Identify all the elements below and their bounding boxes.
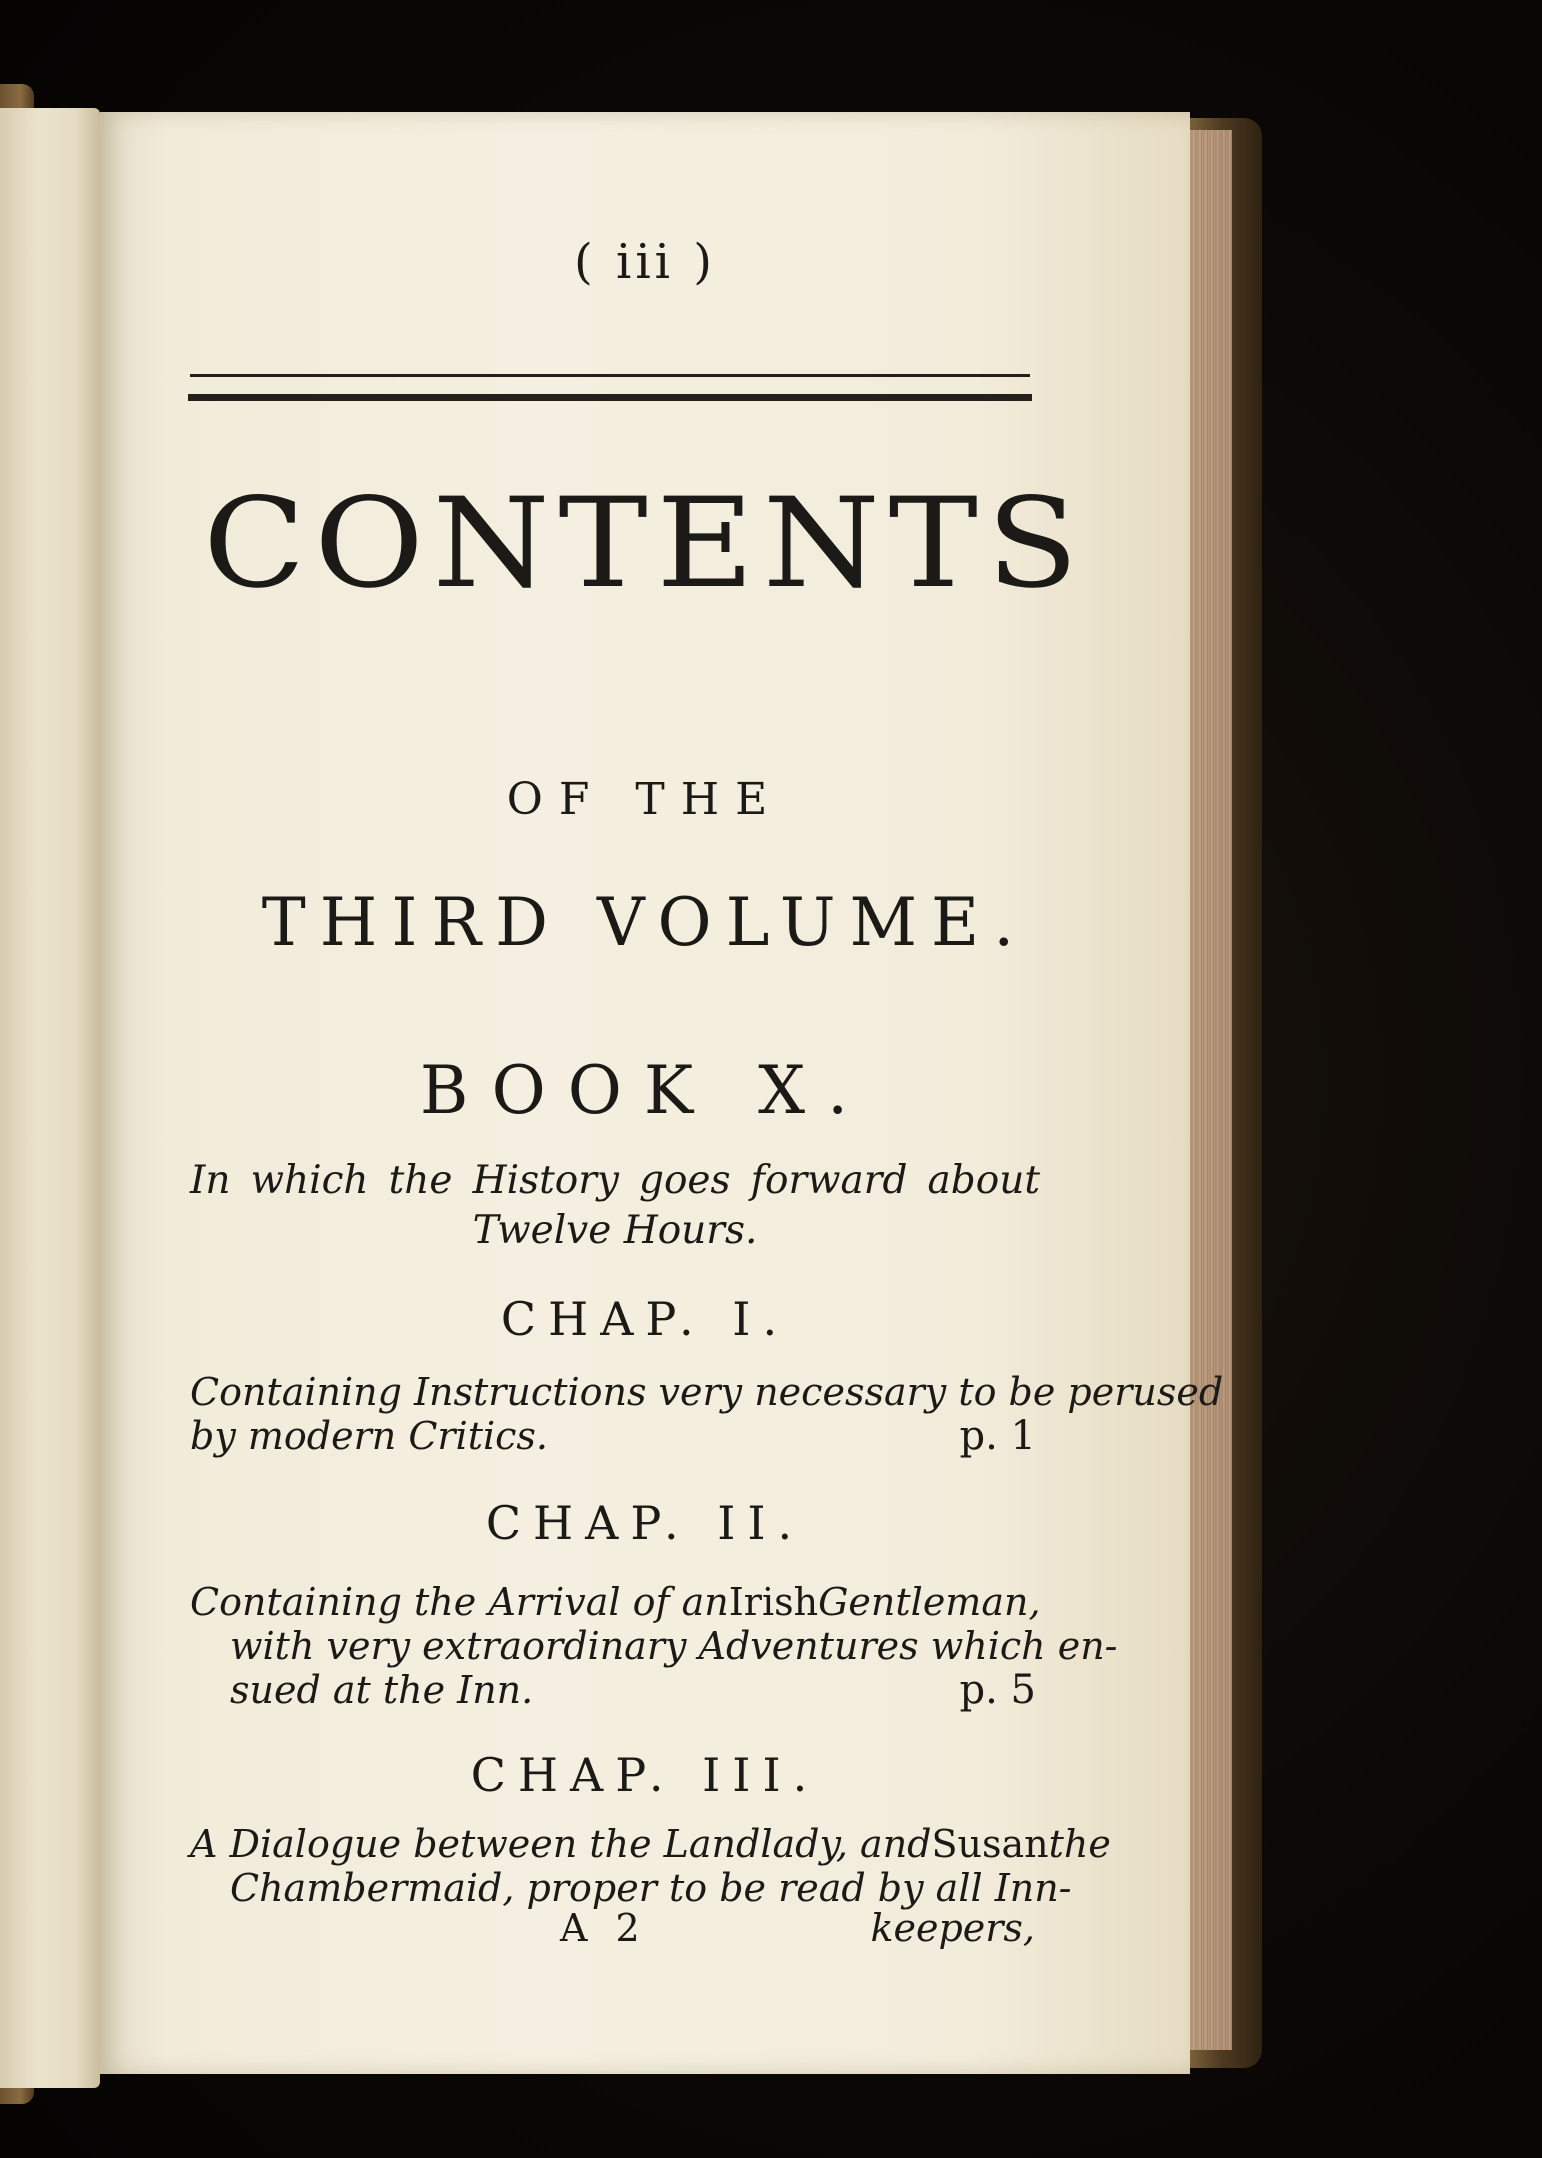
chapter-3-line-1 xyxy=(190,1822,1111,1866)
book-description xyxy=(190,1156,1040,1256)
chapter-2-line-1a: Containing the Arrival of an xyxy=(190,1580,729,1624)
contents-subtitle: OF THE xyxy=(506,774,784,825)
chapter-1-entry xyxy=(190,1370,1224,1459)
book-description-line-2: Twelve Hours. xyxy=(472,1208,758,1253)
book-page xyxy=(100,112,1224,2074)
chapter-2-line-1 xyxy=(190,1580,1041,1624)
book-heading: BOOK X. xyxy=(419,1052,871,1129)
chapter-1-line-2 xyxy=(190,1414,1036,1458)
chapter-3-line-1b: the xyxy=(1048,1822,1111,1866)
page-number: ( iii ) xyxy=(573,234,717,290)
chapter-2-line-3-text: sued at the Inn. xyxy=(230,1668,534,1712)
chapter-2-page-ref: p. 5 xyxy=(959,1667,1036,1713)
volume-heading: THIRD VOLUME. xyxy=(261,884,1029,961)
contents-title: CONTENTS xyxy=(203,472,1087,616)
header-rule-thick xyxy=(188,394,1032,401)
page-block-edges xyxy=(1190,130,1232,2050)
chapter-3-line-1-upright: Susan xyxy=(931,1822,1049,1866)
chapter-2-heading: CHAP. II. xyxy=(485,1496,805,1550)
catchword: keepers, xyxy=(870,1906,1035,1950)
chapter-1-line-1-text: Containing Instructions very necessary to be perused xyxy=(190,1370,1224,1414)
chapter-2-line-2-text: with very extraordinary Adventures which en- xyxy=(230,1624,1118,1668)
chapter-3-line-2-text: Chambermaid, proper to be read by all Inn- xyxy=(230,1866,1072,1910)
chapter-2-entry xyxy=(190,1580,1118,1713)
chapter-2-line-3 xyxy=(190,1668,1036,1712)
chapter-2-line-1-upright: Irish xyxy=(728,1580,819,1624)
book-description-line-1: In which the History goes forward about xyxy=(190,1158,1040,1203)
header-rule-thin xyxy=(190,374,1030,377)
chapter-1-heading: CHAP. I. xyxy=(500,1292,790,1346)
chapter-3-line-1a: A Dialogue between the Landlady, and xyxy=(190,1822,932,1866)
chapter-1-page-ref: p. 1 xyxy=(959,1413,1036,1459)
signature-mark: A 2 xyxy=(560,1906,648,1950)
chapter-3-line-2 xyxy=(190,1866,1072,1910)
chapter-3-entry xyxy=(190,1822,1111,1910)
chapter-3-heading: CHAP. III. xyxy=(470,1748,820,1802)
chapter-2-line-2 xyxy=(190,1624,1118,1668)
chapter-1-line-1 xyxy=(190,1370,1224,1414)
previous-page-sliver xyxy=(0,108,100,2088)
chapter-2-line-1b: Gentleman, xyxy=(818,1580,1041,1624)
chapter-1-line-2-text: by modern Critics. xyxy=(190,1414,548,1458)
